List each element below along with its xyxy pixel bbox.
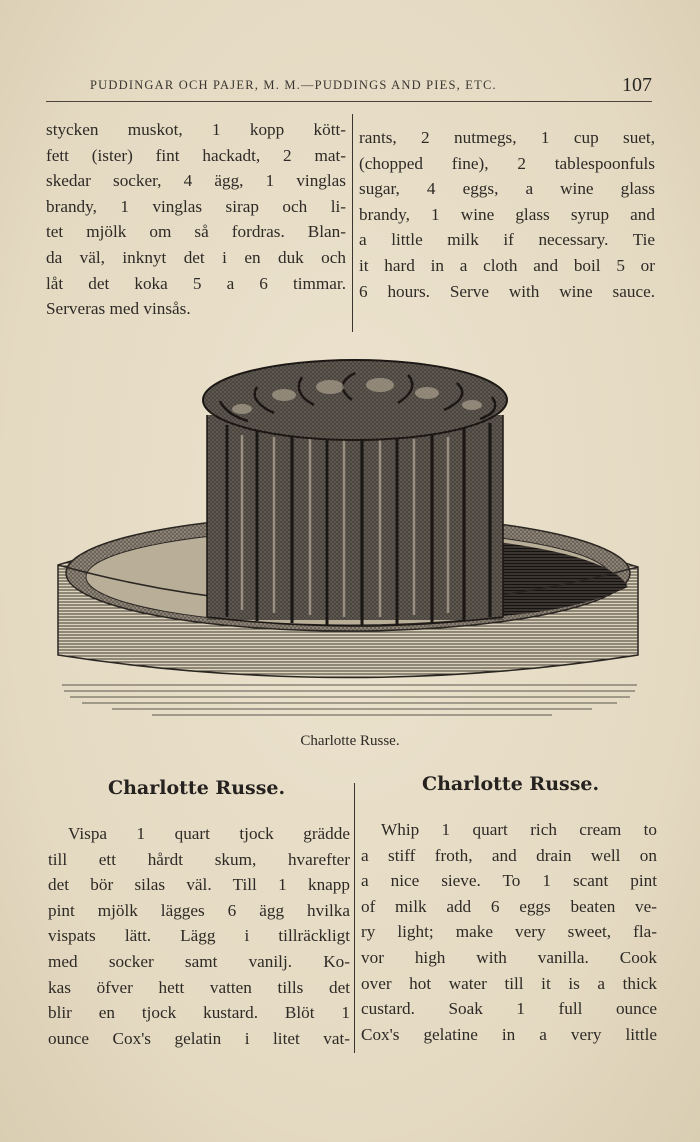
text-line: det bör silas väl. Till 1 knapp <box>48 875 350 895</box>
top-left-column <box>46 117 346 322</box>
recipe-heading-swedish: Charlotte Russe. <box>108 777 286 799</box>
text-line: låt det koka 5 a 6 timmar. <box>46 273 346 293</box>
text-line: vor high with vanilla. Cook <box>361 947 657 967</box>
text-line: stycken muskot, 1 kopp kött- <box>46 120 346 139</box>
recipe-heading-english: Charlotte Russe. <box>422 773 600 795</box>
text-line: sugar, 4 eggs, a wine glass <box>359 179 655 199</box>
text-line: custard. Soak 1 full ounce <box>361 999 657 1019</box>
text-line: Vispa 1 quart tjock grädde <box>68 824 350 843</box>
header-rule <box>46 101 652 102</box>
text-line: brandy, 1 wine glass syrup and <box>359 204 655 224</box>
text-line: a little milk if necessary. Tie <box>359 230 655 250</box>
text-line: a stiff froth, and drain well on <box>361 845 657 865</box>
text-line: ounce Cox's gelatin i litet vat- <box>48 1028 350 1048</box>
column-divider <box>352 114 353 332</box>
illustration-caption: Charlotte Russe. <box>300 733 400 749</box>
text-line: brandy, 1 vinglas sirap och li- <box>46 196 346 216</box>
text-line: over hot water till it is a thick <box>361 973 657 993</box>
text-line: Whip 1 quart rich cream to <box>381 820 657 839</box>
column-divider <box>354 783 355 1053</box>
swedish-recipe-column <box>48 821 350 1051</box>
shadow-lines <box>62 685 637 715</box>
text-line: da väl, inknyt det i en duk och <box>46 247 346 267</box>
text-line: blir en tjock kustard. Blöt 1 <box>48 1003 350 1023</box>
text-line: kas öfver hett vatten tills det <box>48 977 350 997</box>
running-title: PUDDINGAR OCH PAJER, M. M.—PUDDINGS AND PIES, ETC. <box>90 78 497 92</box>
english-recipe-column <box>361 817 657 1047</box>
page-number: 107 <box>622 74 652 96</box>
charlotte-russe-illustration <box>52 355 644 720</box>
text-line: of milk add 6 eggs beaten ve- <box>361 896 657 916</box>
text-line: rants, 2 nutmegs, 1 cup suet, <box>359 128 655 147</box>
text-line: med socker samt vanilj. Ko- <box>48 951 350 971</box>
text-line: skedar socker, 4 ägg, 1 vinglas <box>46 171 346 191</box>
text-line: Cox's gelatine in a very little <box>361 1024 657 1044</box>
text-line: tet mjölk om så fordras. Blan- <box>46 222 346 242</box>
text-line: it hard in a cloth and boil 5 or <box>359 255 655 275</box>
text-line: till ett hårdt skum, hvarefter <box>48 849 350 869</box>
text-line: Serveras med vinsås. <box>46 299 191 319</box>
text-line: pint mjölk lägges 6 ägg hvilka <box>48 900 350 920</box>
running-header <box>46 74 654 102</box>
top-right-column <box>359 125 655 304</box>
text-line: vispats lätt. Lägg i tillräckligt <box>48 926 350 946</box>
text-line: (chopped fine), 2 tablespoonfuls <box>359 153 655 173</box>
text-line: ry light; make very sweet, fla- <box>361 922 657 942</box>
text-line: 6 hours. Serve with wine sauce. <box>359 281 655 301</box>
text-line: fett (ister) fint hackadt, 2 mat- <box>46 145 346 165</box>
text-line: a nice sieve. To 1 scant pint <box>361 871 657 891</box>
